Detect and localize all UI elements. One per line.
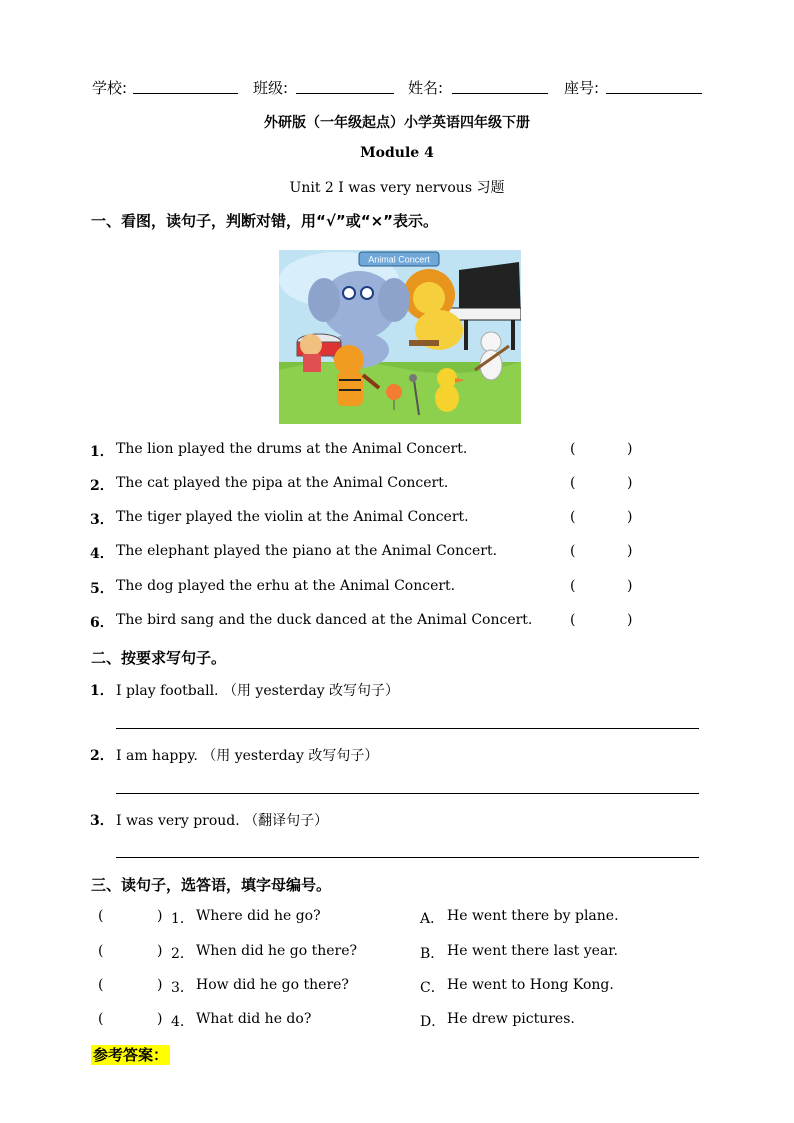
s1-answer-paren-open[interactable]: ( <box>570 543 576 559</box>
s1-item-num: 5． <box>90 581 114 597</box>
s2-item2-num: 2． <box>90 748 114 764</box>
s2-item1-num: 1． <box>90 683 114 699</box>
s1-item-num: 6． <box>90 615 114 631</box>
s1-answer-paren-close[interactable]: ) <box>627 475 633 491</box>
answer-key-label <box>91 1044 170 1065</box>
s1-item-text: The elephant played the piano at the Animal Concert. <box>116 543 498 559</box>
s1-answer-paren-close[interactable]: ) <box>627 509 633 525</box>
s3-question-text: How did he go there? <box>196 977 349 993</box>
seat-label: 座号: <box>564 79 600 97</box>
s3-question-num: 2． <box>171 946 194 962</box>
s2-item3-answer-line[interactable] <box>116 857 699 858</box>
s3-answer-letter: A． <box>420 911 445 927</box>
s1-item-num: 3． <box>90 512 114 528</box>
sign-text: Animal Concert <box>368 254 430 265</box>
s3-answer-text: He drew pictures. <box>447 1011 575 1027</box>
s3-paren-close[interactable]: ) <box>157 943 163 959</box>
answer-key-text: 参考答案： <box>93 1046 169 1064</box>
s3-answer-letter: C． <box>420 980 445 996</box>
name-label: 姓名: <box>408 79 444 97</box>
s3-question-text: What did he do? <box>196 1011 312 1027</box>
s1-item-text: The dog played the erhu at the Animal Concert. <box>116 578 456 594</box>
s1-answer-paren-open[interactable]: ( <box>570 612 576 628</box>
animal-concert-illustration <box>279 250 521 424</box>
s3-paren-close[interactable]: ) <box>157 908 163 924</box>
s2-item3-text: I was very proud. （翻译句子） <box>116 813 329 829</box>
s3-paren-open[interactable]: ( <box>98 943 104 959</box>
s3-answer-text: He went there last year. <box>447 943 618 959</box>
s1-answer-paren-close[interactable]: ) <box>627 578 633 594</box>
school-label: 学校: <box>92 79 128 97</box>
s1-item-num: 4． <box>90 546 114 562</box>
school-blank[interactable] <box>133 93 238 94</box>
s1-item-num: 2． <box>90 478 114 494</box>
class-label: 班级: <box>253 79 289 97</box>
s1-answer-paren-close[interactable]: ) <box>627 441 633 457</box>
s3-answer-text: He went to Hong Kong. <box>447 977 614 993</box>
s2-item1-text: I play football. （用 yesterday 改写句子） <box>116 683 400 699</box>
s2-item2-answer-line[interactable] <box>116 793 699 794</box>
s3-paren-open[interactable]: ( <box>98 977 104 993</box>
s3-paren-close[interactable]: ) <box>157 1011 163 1027</box>
s2-item1-answer-line[interactable] <box>116 728 699 729</box>
s2-item2-text: I am happy. （用 yesterday 改写句子） <box>116 748 379 764</box>
s1-item-text: The cat played the pipa at the Animal Concert. <box>116 475 449 491</box>
s3-question-text: When did he go there? <box>196 943 358 959</box>
class-blank[interactable] <box>296 93 394 94</box>
s3-question-num: 3． <box>171 980 194 996</box>
s1-item-text: The tiger played the violin at the Animal Concert. <box>116 509 469 525</box>
s3-question-text: Where did he go? <box>196 908 321 924</box>
unit-title: Unit 2 I was very nervous 习题 <box>289 180 505 196</box>
s1-answer-paren-open[interactable]: ( <box>570 475 576 491</box>
module-title: Module 4 <box>360 145 434 161</box>
s1-item-text: The lion played the drums at the Animal Concert. <box>116 441 468 457</box>
s1-answer-paren-close[interactable]: ) <box>627 543 633 559</box>
section3-heading: 三、读句子，选答语，填字母编号。 <box>91 876 332 894</box>
seat-blank[interactable] <box>606 93 702 94</box>
s1-answer-paren-open[interactable]: ( <box>570 509 576 525</box>
s3-paren-open[interactable]: ( <box>98 1011 104 1027</box>
section2-heading: 二、按要求写句子。 <box>91 649 227 667</box>
s2-item3-num: 3． <box>90 813 114 829</box>
s3-paren-close[interactable]: ) <box>157 977 163 993</box>
s3-answer-letter: D． <box>420 1014 446 1030</box>
s1-item-num: 1． <box>90 444 114 460</box>
name-blank[interactable] <box>452 93 548 94</box>
s1-answer-paren-open[interactable]: ( <box>570 578 576 594</box>
s3-answer-letter: B． <box>420 946 445 962</box>
page-title: 外研版（一年级起点）小学英语四年级下册 <box>264 115 530 131</box>
s3-question-num: 1． <box>171 911 194 927</box>
s1-answer-paren-close[interactable]: ) <box>627 612 633 628</box>
s3-paren-open[interactable]: ( <box>98 908 104 924</box>
s3-answer-text: He went there by plane. <box>447 908 619 924</box>
s1-item-text: The bird sang and the duck danced at the Animal Concert. <box>116 612 533 628</box>
s3-question-num: 4． <box>171 1014 194 1030</box>
section1-heading: 一、看图，读句子，判断对错，用“√”或“×”表示。 <box>91 212 439 230</box>
s1-answer-paren-open[interactable]: ( <box>570 441 576 457</box>
